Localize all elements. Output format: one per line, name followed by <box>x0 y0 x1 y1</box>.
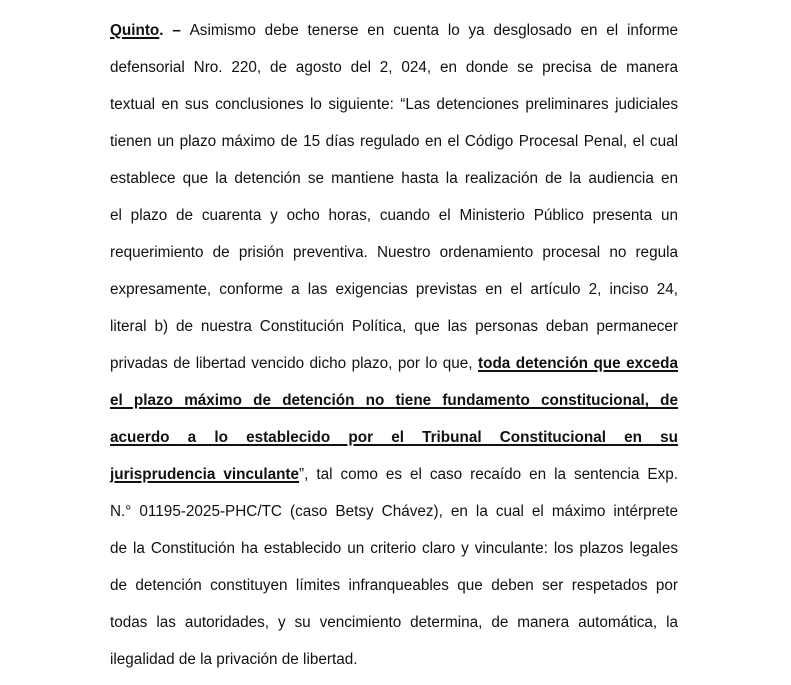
emphasized-quote: toda detención que exceda <box>478 355 678 372</box>
emphasized-quote: acuerdo a lo establecido por el Tribunal Constitucional en su <box>110 429 678 446</box>
emphasized-quote: jurisprudencia vinculante <box>110 466 300 483</box>
line-text: todas las autoridades, y su vencimiento determina, de manera automática, la <box>110 614 678 631</box>
text-line <box>110 352 678 389</box>
line-text: tienen un plazo máximo de 15 días regulado en el Código Procesal Penal, el cual <box>110 133 678 150</box>
emphasized-quote: el plazo máximo de detención no tiene fundamento constitucional, de <box>110 392 678 409</box>
text-line <box>110 241 678 278</box>
heading-punctuation: . <box>159 22 164 39</box>
text-line <box>110 167 678 204</box>
text-line <box>110 204 678 241</box>
line-text: ilegalidad de la privación de libertad. <box>110 651 358 668</box>
text-line <box>110 426 678 463</box>
line-text: literal b) de nuestra Constitución Política, que las personas deban permanecer <box>110 318 678 335</box>
line-text: privadas de libertad vencido dicho plazo, por lo que, <box>110 355 479 372</box>
line-text: establece que la detención se mantiene hasta la realización de la audiencia en <box>110 170 678 187</box>
line-text: de detención constituyen límites infranqueables que deben ser respetados por <box>110 577 678 594</box>
paragraph-quinto <box>110 19 678 685</box>
line-text: de la Constitución ha establecido un criterio claro y vinculante: los plazos legales <box>110 540 678 557</box>
line-text: defensorial Nro. 220, de agosto del 2, 024, en donde se precisa de manera <box>110 59 678 76</box>
line-text: expresamente, conforme a las exigencias previstas en el artículo 2, inciso 24, <box>110 281 678 298</box>
text-line <box>110 278 678 315</box>
text-line <box>110 19 678 56</box>
text-line <box>110 537 678 574</box>
heading-dash: – <box>163 22 190 39</box>
text-line <box>110 500 678 537</box>
text-line <box>110 611 678 648</box>
line-text: textual en sus conclusiones lo siguiente: “Las detenciones preliminares judiciales <box>110 96 678 113</box>
line-text: ”, tal como es el caso recaído en la sentencia Exp. <box>299 466 678 483</box>
line-text: N.° 01195-2025-PHC/TC (caso Betsy Chávez), en la cual el máximo intérprete <box>110 503 678 520</box>
text-line <box>110 130 678 167</box>
text-line <box>110 389 678 426</box>
section-heading: Quinto <box>110 22 160 39</box>
text-line <box>110 315 678 352</box>
text-line <box>110 93 678 130</box>
text-line <box>110 463 678 500</box>
text-line <box>110 56 678 93</box>
line-text: Asimismo debe tenerse en cuenta lo ya desglosado en el informe <box>189 22 678 39</box>
line-text: el plazo de cuarenta y ocho horas, cuando el Ministerio Público presenta un <box>110 207 678 224</box>
line-text: requerimiento de prisión preventiva. Nuestro ordenamiento procesal no regula <box>110 244 678 261</box>
text-line <box>110 648 678 685</box>
text-line <box>110 574 678 611</box>
